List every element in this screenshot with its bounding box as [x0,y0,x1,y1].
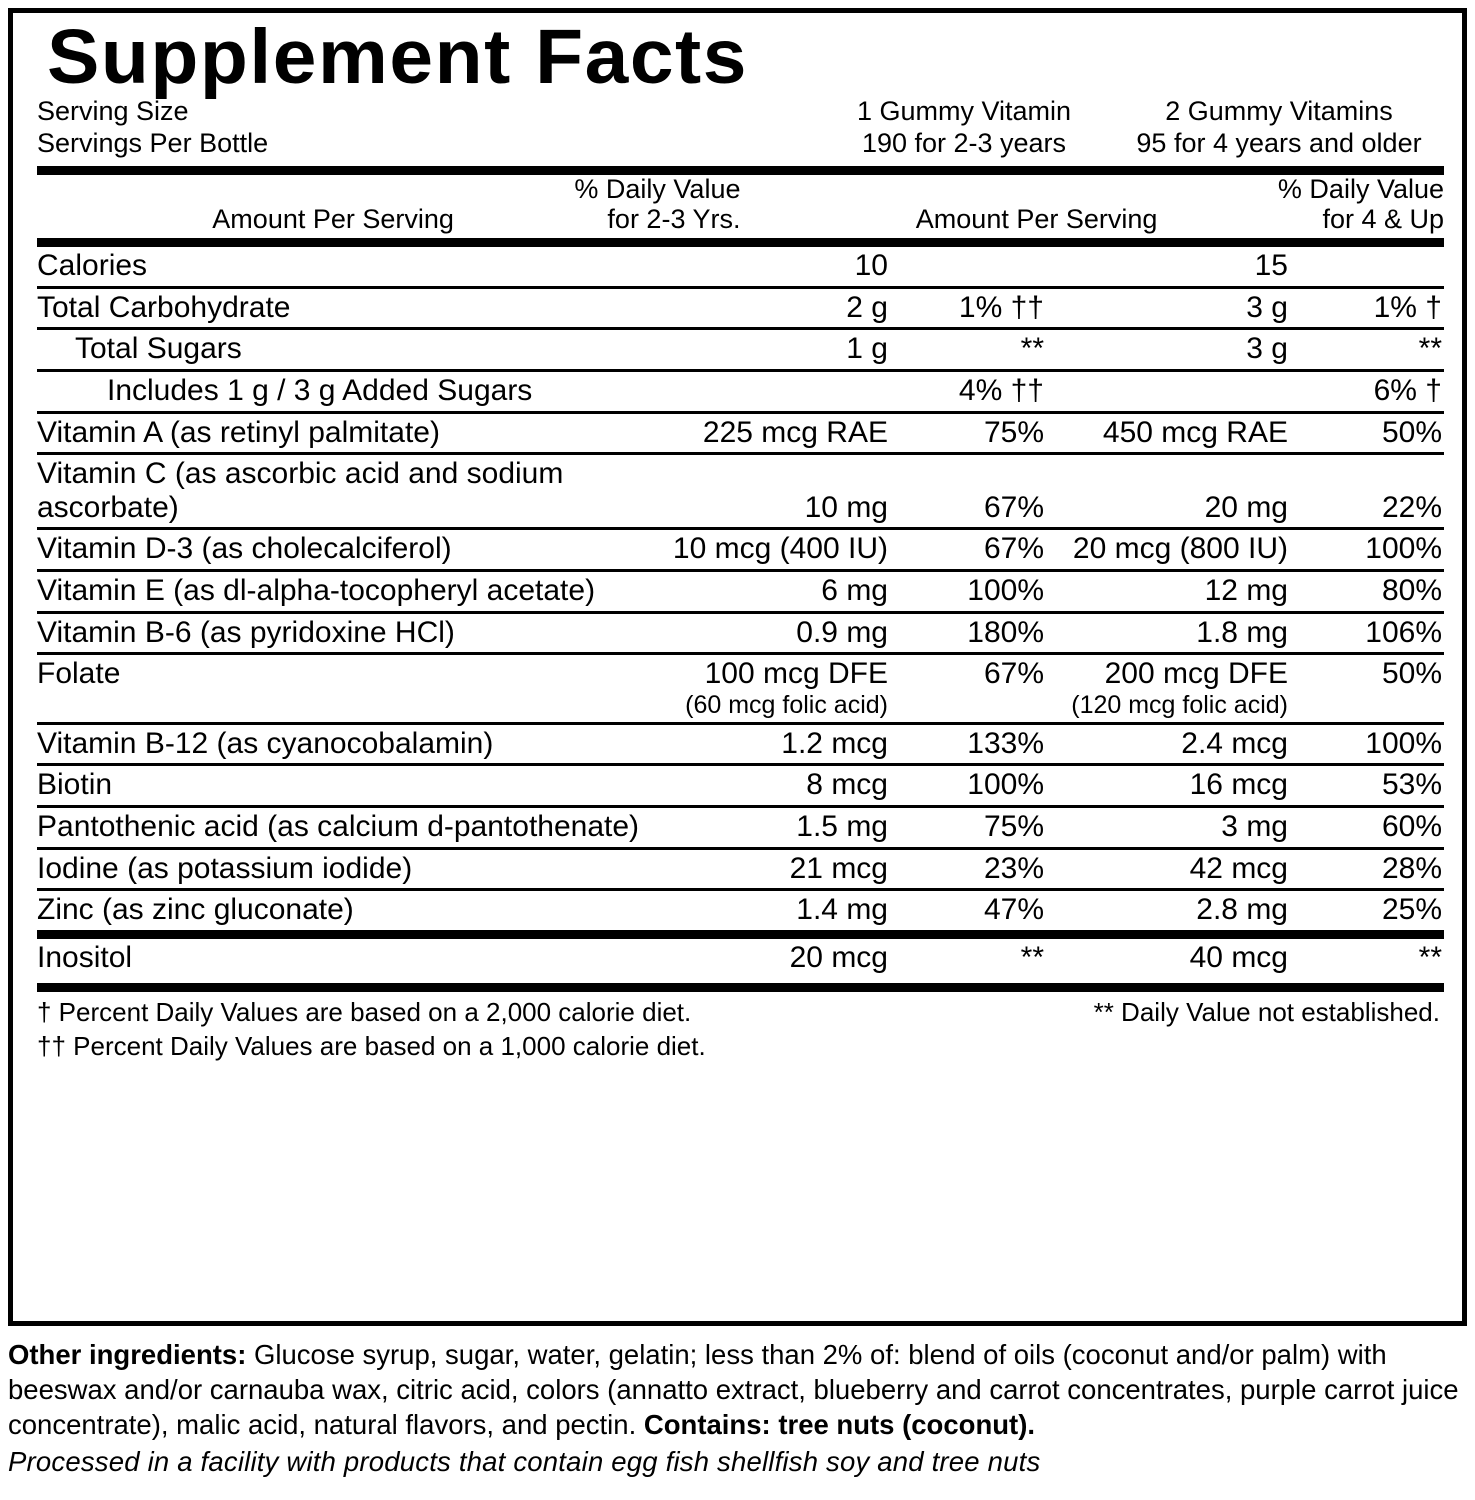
table-row [37,570,1444,612]
page-title: Supplement Facts [47,14,748,100]
nutrient-amount-2: 2.4 mcg [1052,723,1292,765]
header-amount-per-serving-1: Amount Per Serving [212,203,454,234]
nutrient-dv-2 [1292,243,1444,288]
nutrient-dv-2: 53% [1292,765,1444,807]
nutrient-dv-1: 75% [892,412,1052,454]
nutrient-dv-1: 133% [892,723,1052,765]
serving-size-col3: 2 Gummy Vitamins [1165,96,1393,127]
nutrient-dv-1 [892,243,1052,288]
nutrient-dv-2: ** [1292,329,1444,371]
footnote-dagger: † Percent Daily Values are based on a 2,000 calorie diet. [37,997,692,1028]
nutrient-dv-1: 67% [892,529,1052,571]
table-row [37,890,1444,935]
nutrient-amount-1: 1.5 mg [673,806,892,848]
header-daily-value-2-line1: % Daily Value [1277,173,1444,204]
spacer-cell [744,96,814,128]
nutrient-amount-2 [1052,654,1292,724]
nutrient-dv-1: ** [892,934,1052,977]
nutrient-name: Folate [37,654,673,724]
nutrient-amount-1: 1 g [673,329,892,371]
nutrient-name: Vitamin B-6 (as pyridoxine HCl) [37,612,673,654]
nutrient-amount-1: 8 mcg [673,765,892,807]
nutrient-amount-1 [673,654,892,724]
footnotes [37,996,1444,1064]
nutrient-amount-1: 10 mcg (400 IU) [673,529,892,571]
footnote-double-dagger: †† Percent Daily Values are based on a 1,000 calorie diet. [37,1031,706,1062]
nutrient-amount-2: 15 [1052,243,1292,288]
table-row [37,329,1444,371]
nutrient-amount-2: 16 mcg [1052,765,1292,807]
nutrient-dv-2: 6% † [1292,371,1444,413]
nutrient-name: Pantothenic acid (as calcium d-pantothenate) [37,806,673,848]
table-row [37,765,1444,807]
table-row [37,243,1444,288]
nutrient-amount-2: 450 mcg RAE [1052,412,1292,454]
column-headers-table [37,175,1444,238]
nutrient-name: Total Carbohydrate [37,287,673,329]
nutrient-amount-1 [673,371,892,413]
nutrient-amount-2: 40 mcg [1052,934,1292,977]
nutrient-dv-1: 100% [892,570,1052,612]
table-row [37,806,1444,848]
footnote-row-2 [37,1030,1444,1064]
servings-per-bottle-col2: 190 for 2-3 years [861,128,1067,158]
nutrient-amount-2-sub: (120 mcg folic acid) [1071,690,1288,719]
nutrient-dv-2: 28% [1292,848,1444,890]
nutrient-dv-2: 100% [1292,529,1444,571]
nutrient-dv-2: 80% [1292,570,1444,612]
nutrient-amount-2-main: 200 mcg DFE [1104,657,1288,691]
footnote-row-1 [37,996,1444,1030]
servings-per-bottle-col3: 95 for 4 years and older [1136,128,1422,158]
header-daily-value-1 [454,175,741,238]
table-row [37,371,1444,413]
nutrients-table [37,238,1444,977]
nutrient-amount-1: 225 mcg RAE [673,412,892,454]
footnote-asterisks: ** Daily Value not established. [1093,997,1440,1028]
nutrient-dv-1: 23% [892,848,1052,890]
serving-size-label: Serving Size [37,96,189,127]
nutrient-amount-1-main: 100 mcg DFE [704,657,888,691]
nutrient-amount-2: 2.8 mg [1052,890,1292,935]
nutrient-amount-2: 42 mcg [1052,848,1292,890]
nutrient-dv-2: 50% [1292,654,1444,724]
nutrient-amount-1: 6 mg [673,570,892,612]
nutrient-name: Total Sugars [37,329,673,371]
nutrient-name: Biotin [37,765,673,807]
nutrient-dv-1: 180% [892,612,1052,654]
nutrient-amount-1-sub: (60 mcg folic acid) [685,690,888,719]
nutrient-dv-1: 1% †† [892,287,1052,329]
nutrient-amount-2: 12 mg [1052,570,1292,612]
table-row [37,287,1444,329]
servings-per-bottle-row [37,128,1444,160]
serving-size-row [37,96,1444,128]
table-row [37,848,1444,890]
processed-statement: Processed in a facility with products that contain egg fish shellfish soy and tree nuts [8,1445,1041,1477]
header-daily-value-2 [1157,175,1444,238]
nutrient-name: Zinc (as zinc gluconate) [37,890,673,935]
nutrient-dv-2: 60% [1292,806,1444,848]
nutrient-amount-1: 20 mcg [673,934,892,977]
nutrient-dv-2: ** [1292,934,1444,977]
nutrient-amount-2: 1.8 mg [1052,612,1292,654]
nutrient-amount-2: 3 mg [1052,806,1292,848]
nutrient-name: Calories [37,243,673,288]
table-row [37,529,1444,571]
nutrient-dv-1: 4% †† [892,371,1052,413]
nutrient-amount-1: 21 mcg [673,848,892,890]
contains-label: Contains: [643,1408,771,1440]
other-ingredients-text: Glucose syrup, sugar, water, gelatin; less than 2% of: blend of oils (coconut and/or palm) with beeswax and/or carnauba wax, citric acid, colors (annatto extract, blueberry and carrot concentrates, purple carrot juice concentrate), malic acid, natural flavors, and pectin. [8,1339,1459,1440]
nutrient-name: Iodine (as potassium iodide) [37,848,673,890]
nutrient-dv-1: 75% [892,806,1052,848]
supplement-facts-panel [8,8,1467,1326]
nutrient-amount-1: 2 g [673,287,892,329]
table-row [37,612,1444,654]
nutrient-name: Vitamin B-12 (as cyanocobalamin) [37,723,673,765]
nutrient-amount-2 [1052,371,1292,413]
divider-thick-bottom [37,983,1444,992]
other-ingredients-paragraph [8,1338,1470,1443]
nutrient-name: Inositol [37,934,673,977]
nutrient-dv-2: 100% [1292,723,1444,765]
table-row [37,654,1444,724]
nutrient-name: Vitamin C (as ascorbic acid and sodium ascorbate) [37,454,673,529]
header-amount-per-serving-2: Amount Per Serving [915,203,1158,234]
table-row [37,934,1444,977]
nutrient-dv-1: ** [892,329,1052,371]
nutrient-amount-1: 0.9 mg [673,612,892,654]
contains-text: tree nuts (coconut). [770,1408,1035,1440]
nutrient-amount-2: 20 mcg (800 IU) [1052,529,1292,571]
serving-info-table [37,96,1444,160]
other-ingredients-section [8,1338,1470,1480]
nutrient-dv-1: 100% [892,765,1052,807]
divider-thick-top [37,166,1444,175]
nutrient-name: Vitamin D-3 (as cholecalciferol) [37,529,673,571]
nutrient-amount-2: 3 g [1052,329,1292,371]
nutrient-amount-1: 1.4 mg [673,890,892,935]
column-headers-row [37,175,1444,238]
nutrient-dv-2: 106% [1292,612,1444,654]
nutrient-name: Vitamin A (as retinyl palmitate) [37,412,673,454]
nutrient-dv-1: 67% [892,454,1052,529]
nutrient-amount-1: 10 mg [673,454,892,529]
nutrient-dv-1: 47% [892,890,1052,935]
nutrient-amount-1: 10 [673,243,892,288]
nutrient-dv-1: 67% [892,654,1052,724]
table-row [37,723,1444,765]
nutrient-amount-1: 1.2 mcg [673,723,892,765]
servings-per-bottle-label: Servings Per Bottle [37,128,269,158]
nutrient-amount-2: 20 mg [1052,454,1292,529]
table-row [37,454,1444,529]
nutrient-name: Includes 1 g / 3 g Added Sugars [37,371,673,413]
other-ingredients-label: Other ingredients: [8,1339,247,1370]
nutrient-dv-2: 22% [1292,454,1444,529]
nutrient-dv-2: 1% † [1292,287,1444,329]
serving-size-col2: 1 Gummy Vitamin [856,96,1072,127]
table-row [37,412,1444,454]
nutrient-dv-2: 50% [1292,412,1444,454]
spacer-cell [744,128,814,160]
header-daily-value-1-line2: for 2-3 Yrs. [607,203,741,234]
nutrient-amount-2: 3 g [1052,287,1292,329]
header-daily-value-2-line2: for 4 & Up [1322,203,1444,234]
nutrient-dv-2: 25% [1292,890,1444,935]
nutrient-name: Vitamin E (as dl-alpha-tocopheryl acetate) [37,570,673,612]
header-daily-value-1-line1: % Daily Value [574,173,741,204]
